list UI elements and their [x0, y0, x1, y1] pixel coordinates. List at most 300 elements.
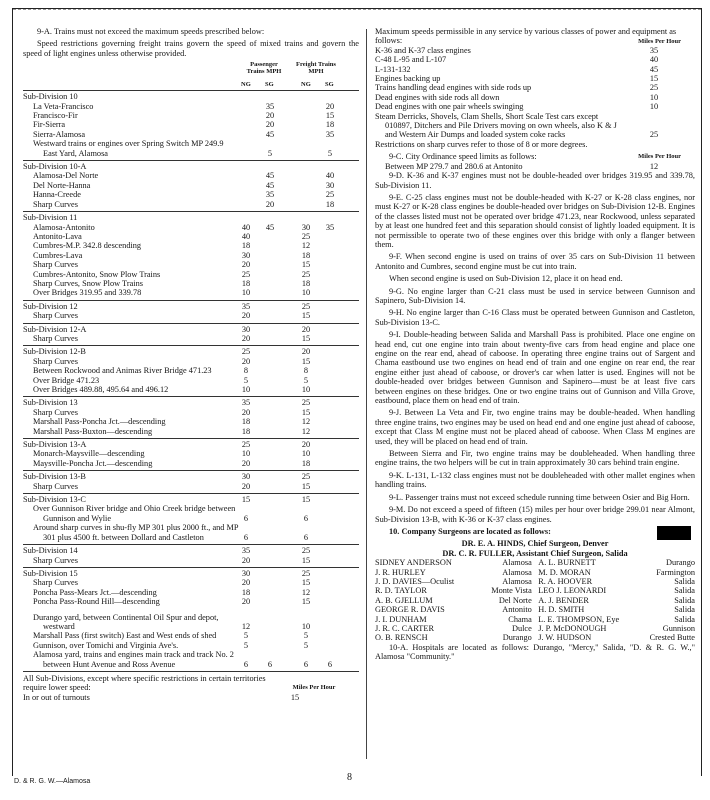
power-row-label: K-36 and K-37 class engines	[375, 45, 471, 55]
surgeon-town: Durango	[502, 633, 532, 643]
speed-row	[23, 251, 359, 260]
column-divider	[366, 29, 367, 759]
f-sg-speed: 25	[325, 190, 335, 200]
speed-row	[23, 650, 359, 669]
p-sg-speed: 20	[265, 111, 275, 121]
p-ng-speed: 5	[243, 631, 249, 641]
rule-9l: 9-L. Passenger trains must not exceed schedule running time between Osier and Big Horn.	[389, 492, 690, 502]
right-column	[375, 27, 695, 665]
surgeon-entry	[375, 605, 532, 614]
surgeon-name: L. E. THOMPSON, Eye	[538, 614, 620, 624]
speed-row-label: Between Rockwood and Animas River Bridge 471.23	[33, 366, 212, 376]
speed-row-label: Sharp Curves	[33, 199, 78, 209]
speed-row-label: Over Gunnison River bridge and Ohio Creek bridge between Gunnison and Wylie	[33, 504, 236, 523]
power-row	[375, 55, 695, 64]
power-row	[375, 74, 695, 83]
f-ng-speed: 18	[301, 250, 311, 260]
surgeon-entry	[375, 577, 532, 586]
f-sg-speed: 35	[325, 129, 335, 139]
p-ng-speed: 25	[241, 440, 251, 450]
speed-row-label: Sub-Division 10	[23, 92, 78, 102]
speed-row-label: Sub-Division 13-B	[23, 472, 86, 482]
speed-row-label: Sharp Curves	[33, 578, 78, 588]
surgeon-name: J. P. McDONOUGH	[538, 623, 607, 633]
power-row-value: 10	[649, 92, 659, 102]
p-sg-speed: 45	[265, 222, 275, 232]
surgeon-town: Salida	[674, 605, 695, 615]
speed-row-label: Fir-Sierra	[33, 120, 66, 130]
surgeon-entry	[538, 624, 695, 633]
p-ng-speed: 12	[241, 621, 251, 631]
p-ng-speed: 35	[241, 398, 251, 408]
footer-railroad: D. & R. G. W.—Alamosa	[14, 778, 91, 785]
surgeon-name: M. D. MORAN	[538, 567, 591, 577]
speed-row-label: Francisco-Fir	[33, 111, 78, 121]
p-ng-speed: 20	[241, 458, 251, 468]
speed-row-label: Sub-Division 12-B	[23, 347, 86, 357]
f-ng-speed: 15	[301, 333, 311, 343]
surgeon-name: A. J. BENDER	[538, 595, 589, 605]
speed-row-label: Sharp Curves	[33, 407, 78, 417]
p-ng-speed: 20	[241, 311, 251, 321]
p-ng-speed: 5	[243, 640, 249, 650]
p-sg-speed: 45	[265, 129, 275, 139]
f-ng-speed: 6	[303, 513, 309, 523]
surgeon-entry	[538, 596, 695, 605]
speed-row	[23, 408, 359, 417]
subdivision-header	[23, 300, 359, 311]
surgeon-row	[375, 615, 695, 624]
surgeon-name: GEORGE R. DAVIS	[375, 605, 445, 615]
surgeon-town: Antonito	[502, 605, 532, 615]
f-ng-speed: 15	[301, 311, 311, 321]
f-sg-speed: 15	[325, 111, 335, 121]
surgeon-entry	[538, 568, 695, 577]
turnouts-row	[23, 693, 359, 702]
p-ng-speed: 18	[241, 426, 251, 436]
p-ng-speed: 20	[241, 555, 251, 565]
p-ng-speed: 40	[241, 222, 251, 232]
f-ng-speed: 15	[301, 260, 311, 270]
power-row-label: Dead engines with one pair wheels swinging	[375, 102, 524, 112]
subdivision-header	[23, 567, 359, 578]
redaction-block	[657, 526, 691, 540]
surgeon-row	[375, 577, 695, 586]
f-ng-speed: 25	[301, 231, 311, 241]
speed-table	[23, 90, 359, 669]
p-ng-speed: 30	[241, 568, 251, 578]
surgeon-row	[375, 605, 695, 614]
f-ng-speed: 25	[301, 269, 311, 279]
rule-9h: 9-H. No engine larger than C-16 Class must be operated between Gunnison and Castleton, Sub-Division 13-C.	[375, 308, 695, 327]
f-ng-speed: 18	[301, 458, 311, 468]
p-ng-speed: 20	[241, 356, 251, 366]
power-row-value: 45	[649, 64, 659, 74]
speed-row-label: Sharp Curves	[33, 311, 78, 321]
assistant-chief-surgeon: DR. C. R. FULLER, Assistant Chief Surgeon, Salida	[442, 548, 628, 558]
p-sg-speed: 5	[267, 148, 273, 158]
p-ng-speed: 20	[241, 481, 251, 491]
surgeon-row	[375, 596, 695, 605]
rule-9a: 9-A. Trains must not exceed the maximum speeds prescribed below:	[37, 27, 265, 36]
speed-row-label: Sierra-Alamosa	[33, 129, 86, 139]
speed-row	[23, 504, 359, 523]
rule-9c-limit	[375, 162, 695, 171]
surgeon-name: A. B. GJELLUM	[375, 595, 433, 605]
rule-9i: 9-I. Double-heading between Salida and Marshall Pass is prohibited. Place one engine on head end, cut one engine into train about twenty-five cars from head engine and place one engine on the rear end, ahead of caboose. In operating three engine trains out of Sargent and Chama eastbound use two engines on head end of train and one engine on rear end, the rear engine either just ahead of caboose, or drover's car when latter is used. Engines will not be double-headed over bridges between Gunnison and Sapinero—must be at least five cars between engines on these bridges. One or two engine trains out of Gunnison and Villa Grove, eastbound, place them on head end of train.	[375, 330, 695, 406]
subdivision-header	[23, 211, 359, 222]
power-row-value: 10	[649, 102, 659, 112]
speed-row	[23, 631, 359, 640]
subdivision-header	[23, 438, 359, 449]
rule-9c: 9-C. City Ordinance speed limits as follows:	[389, 152, 537, 162]
surgeon-town: Alamosa	[502, 558, 532, 568]
p-ng-speed: 8	[243, 366, 249, 376]
speed-row-label: Cumbres-Lava	[33, 250, 83, 260]
surgeon-entry	[375, 586, 532, 595]
speed-row-label: Sharp Curves	[33, 356, 78, 366]
rule-9c-row	[375, 152, 695, 161]
surgeon-town: Del Norte	[498, 595, 532, 605]
surgeon-town: Durango	[665, 558, 695, 568]
speed-row-label: Cumbres-M.P. 342.8 descending	[33, 241, 142, 251]
speed-row-label: Over Bridges 489.88, 495.64 and 496.12	[33, 385, 169, 394]
power-row-label: Dead engines with side rods all down	[375, 92, 500, 102]
divider	[23, 671, 359, 672]
p-ng-speed: 20	[241, 333, 251, 343]
speed-row	[23, 578, 359, 587]
speed-row	[23, 139, 359, 158]
f-ng-speed: 5	[303, 375, 309, 385]
surgeon-entry	[538, 586, 695, 595]
subdivision-header	[23, 470, 359, 481]
p-ng-speed: 18	[241, 241, 251, 251]
power-row-value: 25	[649, 130, 659, 140]
speed-row-label: Maysville-Poncha Jct.—descending	[33, 458, 153, 468]
f-ng-speed: 6	[303, 532, 309, 542]
power-row	[375, 46, 695, 55]
surgeon-name: R. D. TAYLOR	[375, 586, 427, 596]
passenger-col-header: Passenger Trains MPH	[246, 61, 282, 76]
surgeon-entry	[538, 577, 695, 586]
f-ng-speed: 12	[301, 426, 311, 436]
speed-row	[23, 181, 359, 190]
speed-row-label: Sub-Division 12-A	[23, 324, 87, 334]
surgeon-row	[375, 568, 695, 577]
mph-label: Miles Per Hour	[638, 153, 681, 161]
surgeon-town: Monte Vista	[491, 586, 532, 596]
f-ng-speed: 10	[301, 385, 311, 394]
speed-row-label: Sharp Curves	[33, 555, 78, 565]
power-row-label: L-131-132	[375, 64, 411, 74]
speed-row	[23, 385, 359, 394]
rule-9f-2: When second engine is used on Sub-Division 12, place it on head end.	[389, 274, 623, 284]
f-ng-speed: 12	[301, 417, 311, 427]
f-ng-speed: 15	[301, 555, 311, 565]
p-ng-speed: 30	[241, 324, 251, 334]
ng-header: NG	[241, 81, 251, 89]
speed-row-label: Sub-Division 12	[23, 301, 78, 311]
timetable-page	[12, 8, 702, 776]
surgeon-entry	[375, 558, 532, 567]
speed-row	[23, 376, 359, 385]
f-sg-speed: 18	[325, 120, 335, 130]
rule-9k: 9-K. L-131, L-132 class engines must not be doubleheaded with other mallet engines when handling trains.	[375, 470, 695, 490]
f-ng-speed: 8	[303, 366, 309, 376]
f-ng-speed: 10	[301, 621, 311, 631]
p-ng-speed: 18	[241, 417, 251, 427]
speed-row	[23, 130, 359, 139]
p-ng-speed: 20	[241, 407, 251, 417]
surgeon-name: O. B. RENSCH	[375, 633, 428, 643]
speed-row-label: Sharp Curves	[33, 260, 78, 270]
power-intro: Maximum speeds permissible in any service by various classes of power and equipment as follows:	[375, 27, 677, 46]
p-ng-speed: 20	[241, 597, 251, 607]
surgeon-name: J. R. C. CARTER	[375, 623, 434, 633]
speed-row-label: Alamosa-Antonito	[33, 222, 95, 232]
f-sg-speed: 20	[325, 101, 335, 111]
rule-9m: 9-M. Do not exceed a speed of fifteen (15) miles per hour over bridge 299.01 near Almont, Sub-Division 13-B, with K-36 or K-37 class engines.	[375, 505, 695, 524]
f-ng-speed: 25	[301, 301, 311, 311]
power-row	[375, 102, 695, 111]
rule-9c-value: 12	[649, 161, 659, 171]
speed-row	[23, 459, 359, 468]
speed-row-label: Hanna-Creede	[33, 190, 81, 200]
f-ng-speed: 25	[301, 472, 311, 482]
p-ng-speed: 6	[243, 532, 249, 542]
surgeon-entry	[538, 615, 695, 624]
surgeon-entry	[375, 596, 532, 605]
surgeon-row	[375, 586, 695, 595]
speed-row-label: Marshall Pass-Poncha Jct.—descending	[33, 417, 166, 427]
f-ng-speed: 25	[301, 398, 311, 408]
speed-row-label: Sub-Division 10-A	[23, 162, 87, 172]
speed-row	[23, 366, 359, 375]
rule-9j: 9-J. Between La Veta and Fir, two engine trains may be double-headed. When handling three engine trains, two engines may be used on head end and one engine just ahead of caboose, except that Class M engine must not be placed ahead of caboose. When Class M engines are used, they will be placed on head end of train.	[375, 408, 695, 446]
surgeon-entry	[375, 633, 532, 642]
sg-header: SG	[325, 81, 334, 89]
p-sg-speed: 45	[265, 180, 275, 190]
f-sg-speed: 30	[325, 180, 335, 190]
speed-row-label: Over Bridges 319.95 and 339.78	[33, 288, 142, 298]
p-ng-speed: 30	[241, 472, 251, 482]
freight-col-header: Freight Trains MPH	[296, 61, 336, 76]
sharp-curves-note: Restrictions on sharp curves refer to those of 8 or more degrees.	[375, 139, 588, 149]
speed-row-label: Sub-Division 11	[23, 213, 78, 223]
page-number: 8	[347, 772, 352, 783]
mph-label: Miles Per Hour	[638, 37, 681, 45]
speed-row	[23, 171, 359, 180]
surgeon-town: Gunnison	[662, 623, 695, 633]
speed-row-label: Durango yard, between Continental Oil Spur and depot, westward	[33, 612, 219, 631]
speed-row-label: Monarch-Maysville—descending	[33, 449, 145, 459]
speed-row-label: Westward trains or engines over Spring Switch MP 249.9 East Yard, Alamosa	[33, 139, 224, 158]
f-ng-speed: 15	[301, 356, 311, 366]
mph-label: Miles Per Hour	[292, 684, 336, 692]
p-ng-speed: 40	[241, 231, 251, 241]
surgeon-town: Salida	[674, 595, 695, 605]
speed-row	[23, 232, 359, 241]
surgeon-row	[375, 558, 695, 567]
chief-surgeon: DR. E. A. HINDS, Chief Surgeon, Denver	[461, 539, 609, 549]
p-ng-speed: 15	[241, 495, 251, 505]
speed-table-header	[23, 61, 359, 88]
speed-row-label: Poncha Pass-Round Hill—descending	[33, 597, 160, 607]
surgeon-town: Dulce	[511, 623, 532, 633]
surgeon-town: Salida	[674, 576, 695, 586]
turnouts-label: In or out of turnouts	[23, 692, 90, 702]
rule-10: 10. Company Surgeons are located as follows:	[389, 526, 551, 536]
f-ng-speed: 20	[301, 440, 311, 450]
surgeon-entry	[375, 615, 532, 624]
speed-row-label: Antonito-Lava	[33, 231, 82, 241]
p-ng-speed: 35	[241, 546, 251, 556]
power-row-value: 35	[649, 45, 659, 55]
speed-row	[23, 102, 359, 111]
f-ng-speed: 30	[301, 222, 311, 232]
surgeon-entry	[538, 558, 695, 567]
speed-row	[23, 111, 359, 120]
surgeon-town: Alamosa	[502, 576, 532, 586]
f-ng-speed: 15	[301, 578, 311, 588]
restriction-note: Speed restrictions governing freight trains govern the speed of mixed trains and govern the speed of light engines unless otherwise provided.	[23, 39, 359, 58]
f-ng-speed: 6	[303, 659, 309, 669]
surgeon-name: J. R. HURLEY	[375, 567, 426, 577]
speed-row-label: Poncha Pass-Mears Jct.—descending	[33, 587, 157, 597]
f-ng-speed: 25	[301, 546, 311, 556]
rule-9g: 9-G. No engine larger than C-21 class must be used in service between Gunnison and Sapinero, Sub-Division 14.	[375, 286, 695, 305]
f-ng-speed: 15	[301, 597, 311, 607]
power-row	[375, 93, 695, 102]
rule-9f: 9-F. When second engine is used on trains of over 35 cars on Sub-Division 11 between Antonito and Cumbres, second engine must be cut into train.	[375, 252, 695, 271]
speed-row-label: Alamosa yard, trains and engines main track and track No. 2 between Hunt Avenue and Ross Avenue	[33, 650, 234, 669]
speed-row	[23, 311, 359, 320]
surgeon-name: LEO J. LEONARDI	[538, 586, 607, 596]
power-table	[375, 46, 695, 140]
f-ng-speed: 12	[301, 241, 311, 251]
surgeon-name: J. W. HUDSON	[538, 633, 592, 643]
p-sg-speed: 45	[265, 171, 275, 181]
p-ng-speed: 30	[241, 250, 251, 260]
speed-row-label: Alamosa-Del Norte	[33, 171, 99, 181]
f-ng-speed: 10	[301, 449, 311, 459]
f-ng-speed: 5	[303, 631, 309, 641]
speed-row	[23, 613, 359, 632]
surgeon-name: H. D. SMITH	[538, 605, 585, 615]
f-ng-speed: 10	[301, 288, 311, 298]
speed-row	[23, 120, 359, 129]
speed-row	[23, 270, 359, 279]
p-ng-speed: 25	[241, 269, 251, 279]
sg-header: SG	[265, 81, 274, 89]
surgeon-town: Alamosa	[502, 567, 532, 577]
speed-row-label: Sharp Curves	[33, 481, 78, 491]
p-sg-speed: 35	[265, 190, 275, 200]
speed-row-label: Sub-Division 13-A	[23, 440, 87, 450]
speed-row	[23, 357, 359, 366]
subdivision-header	[23, 160, 359, 171]
rule-9e: 9-E. C-25 class engines must not be double-headed with K-27 or K-28 class engines, nor must K-27 or K-28 class engines be double-headed over bridges on Sub-Division 12-B. Engines of the classes listed must not be operated over bridge 471.23, near Rockwood, unless separated by at least one hundred feet and this separation should consist of lightly loaded equipment. It is not permissible to operate two of these engines over this bridge with only a flanger between them.	[375, 192, 695, 249]
surgeon-name: J. I. DUNHAM	[375, 614, 427, 624]
rule-9d: 9-D. K-36 and K-37 engines must not be double-headed over bridges 319.95 and 339.78, Sub-Division 11.	[375, 171, 695, 190]
p-ng-speed: 20	[241, 578, 251, 588]
rule-9c-label: Between MP 279.7 and 280.6 at Antonito	[385, 161, 523, 171]
surgeon-entry	[375, 568, 532, 577]
speed-row-label: Sub-Division 13	[23, 398, 78, 408]
speed-row	[23, 588, 359, 597]
p-ng-speed: 6	[243, 513, 249, 523]
subdivision-header	[23, 493, 359, 504]
speed-row	[23, 482, 359, 491]
f-ng-speed: 15	[301, 407, 311, 417]
surgeon-town: Chama	[508, 614, 532, 624]
speed-row	[23, 190, 359, 199]
rule-10a: 10-A. Hospitals are located as follows: Durango, "Mercy," Salida, "D. & R. G. W.," Alamosa "Community."	[375, 642, 695, 662]
f-sg-speed: 5	[327, 148, 333, 158]
power-row-label: Trains handling dead engines with side rods up	[375, 83, 532, 93]
p-sg-speed: 35	[265, 101, 275, 111]
surgeons-list	[375, 558, 695, 643]
f-ng-speed: 18	[301, 278, 311, 288]
p-ng-speed: 25	[241, 347, 251, 357]
p-ng-speed: 10	[241, 385, 251, 394]
speed-row-label: Sharp Curves	[33, 333, 78, 343]
speed-row	[23, 417, 359, 426]
subdivision-header	[23, 90, 359, 101]
surgeon-town: Crested Butte	[649, 633, 695, 643]
power-row-value: 15	[649, 74, 659, 84]
speed-row-label: Del Norte-Hanna	[33, 180, 91, 190]
left-column	[23, 27, 359, 702]
f-ng-speed: 12	[301, 587, 311, 597]
speed-row	[23, 288, 359, 297]
all-subdivisions-row	[23, 674, 359, 693]
speed-row-label: Marshall Pass-Buxton—descending	[33, 426, 153, 436]
surgeon-name: SIDNEY ANDERSON	[375, 558, 452, 568]
speed-row	[23, 241, 359, 250]
p-ng-speed: 18	[241, 587, 251, 597]
subdivision-header	[23, 544, 359, 555]
turnouts-value: 15	[290, 692, 300, 702]
f-ng-speed: 15	[301, 481, 311, 491]
p-ng-speed: 35	[241, 301, 251, 311]
speed-row-label: Marshall Pass (first switch) East and West ends of shed	[33, 631, 217, 641]
p-sg-speed: 6	[267, 659, 273, 669]
subdivision-header	[23, 323, 359, 334]
power-row-label: C-48 L-95 and L-107	[375, 55, 447, 65]
speed-row	[23, 556, 359, 565]
f-sg-speed: 40	[325, 171, 335, 181]
p-ng-speed: 10	[241, 449, 251, 459]
all-subdivisions-text: All Sub-Divisions, except where specific restrictions in certain territories require lower speed:	[23, 673, 266, 693]
speed-row	[23, 260, 359, 269]
power-row-label: Steam Derricks, Shovels, Clam Shells, Short Scale Test cars except 010897, Ditchers and Pile Drivers moving on own wheels, also K & J and Western Air Dumps and loaded system coke racks	[375, 111, 617, 140]
power-row	[375, 112, 695, 140]
f-sg-speed: 6	[327, 659, 333, 669]
p-sg-speed: 20	[265, 120, 275, 130]
p-ng-speed: 5	[243, 375, 249, 385]
speed-row	[23, 223, 359, 232]
ng-header: NG	[301, 81, 311, 89]
f-ng-speed: 25	[301, 568, 311, 578]
speed-row	[23, 200, 359, 209]
power-row	[375, 83, 695, 92]
p-ng-speed: 18	[241, 278, 251, 288]
power-row	[375, 65, 695, 74]
speed-row-label: Sub-Division 14	[23, 546, 78, 556]
speed-row-label: Sub-Division 15	[23, 568, 78, 578]
p-ng-speed: 10	[241, 288, 251, 298]
